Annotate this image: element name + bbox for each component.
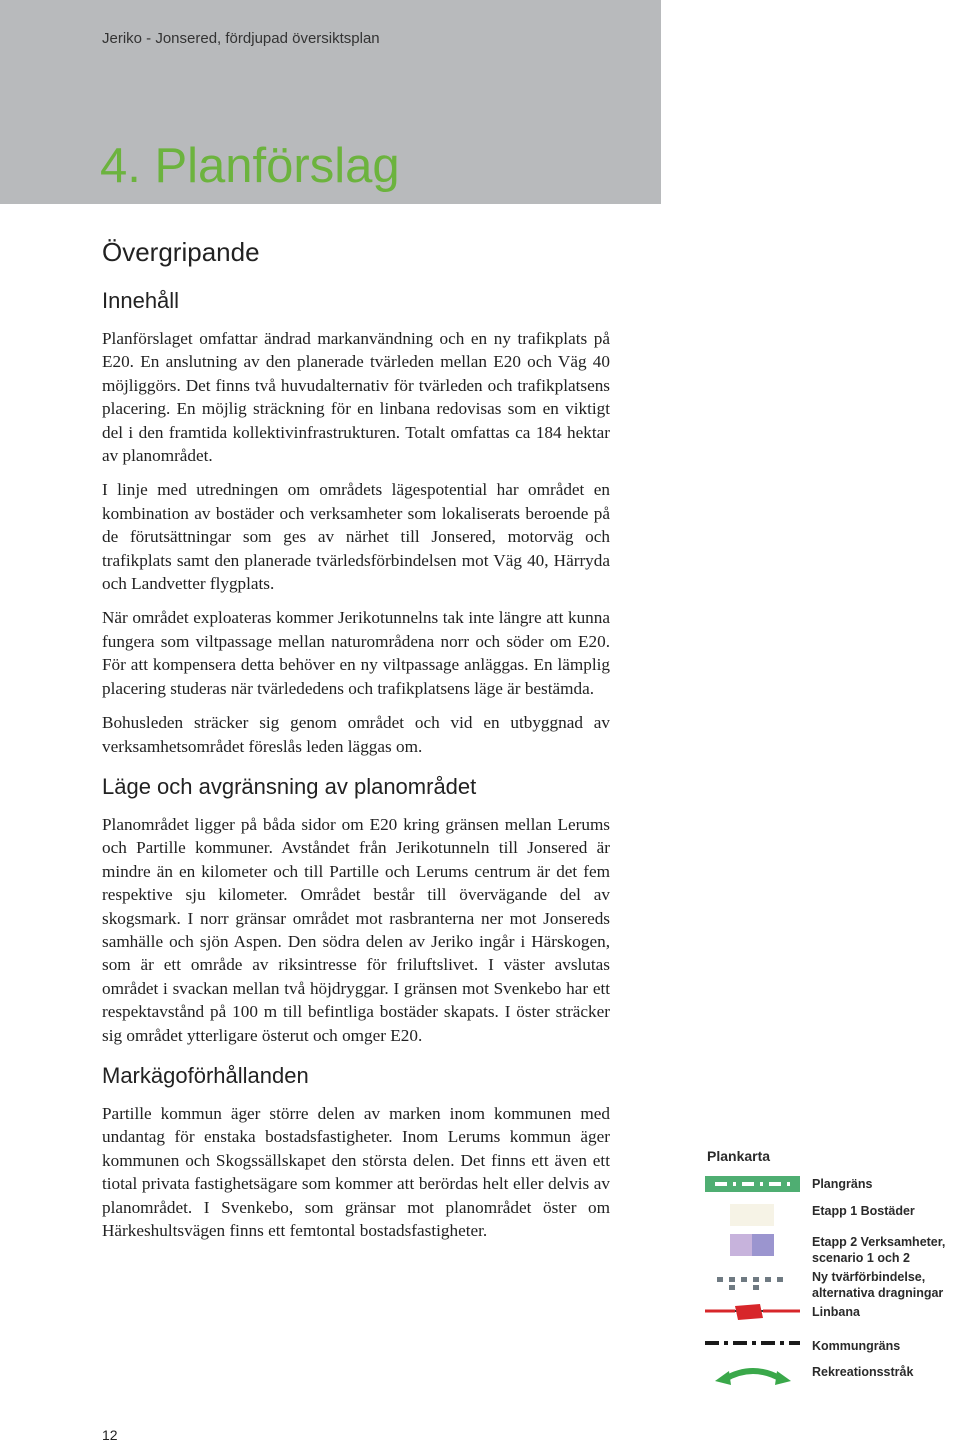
page-number: 12 <box>102 1427 118 1443</box>
paragraph: När området exploateras kommer Jerikotunnelns tak inte längre att kunna fungera som viltpassage mellan naturområdena norr och söder om E20. För att kompensera detta behöver en ny viltpassage anläggas. En lämplig placering studeras när tvärlededens och trafikplatsens läge är bestämda. <box>102 608 610 698</box>
legend-label: Kommungräns <box>812 1339 901 1353</box>
verksamheter-symbol <box>730 1234 774 1256</box>
legend-label: Etapp 2 Verksamheter, scenario 1 och 2 <box>812 1235 946 1265</box>
main-content <box>102 237 610 1253</box>
paragraph: Partille kommun äger större delen av marken inom kommunen med undantag för enstaka bostadsfastigheter. Inom Lerums kommun äger kommunen och Skogssällskapet den största delen. Det finns ett även ett tiotal privata fastighetsägare som kommer att berördas helt eller delvis av planområdet. I Svenkebo, som gränsar mot planområdet öster om Härkeshultsvägen finns ett femtontal bostadsfastigheter. <box>102 1103 610 1240</box>
legend-label: Etapp 1 Bostäder <box>812 1204 915 1218</box>
paragraph: Bohusleden sträcker sig genom området och vid en utbyggnad av verksamhetsområdet föreslås leden läggas om. <box>102 713 610 756</box>
legend-label: Ny tvärförbindelse, alternativa dragningar <box>812 1270 944 1300</box>
rekreation-arrow-icon <box>713 1359 793 1387</box>
running-title: Jeriko - Jonsered, fördjupad översiktsplan <box>102 30 380 47</box>
legend-label: Rekreationsstråk <box>812 1365 914 1379</box>
section-title: Övergripande <box>102 237 260 267</box>
linbana-symbol <box>705 1300 800 1324</box>
plangrans-symbol <box>705 1176 800 1192</box>
legend-title: Plankarta <box>707 1148 771 1164</box>
tvarforbindelse-symbol <box>717 1276 787 1290</box>
paragraph: Planförslaget omfattar ändrad markanvändning och en ny trafikplats på E20. En anslutning av den planerade tvärleden mellan E20 och Väg 40 möjliggörs. Det finns två huvudalternativ för tvärleden och trafikplatsens placering. En möjlig sträckning för en linbana redovisas som en viktigt del i den framtida kollektivinfrastrukturen. Totalt omfattas ca 184 hektar av planområdet. <box>102 329 610 466</box>
legend-label: Linbana <box>812 1305 860 1319</box>
header-band <box>0 0 661 204</box>
map-legend <box>697 1140 960 1395</box>
heading-innehall: Innehåll <box>102 288 180 313</box>
heading-lage: Läge och avgränsning av planområdet <box>102 773 477 799</box>
kommungrans-symbol <box>705 1338 800 1348</box>
heading-markagoforhallanden: Markägoförhållanden <box>102 1062 309 1088</box>
paragraph: I linje med utredningen om områdets lägespotential har området en kombination av bostäder och verksamheter som lokaliserats beroende på de förutsättningar som ges av närhet till Jonsered, motorväg och trafikplats samt den planerade tvärledsförbindelsen mot Väg 40, Härryda och Landvetter flygplats. <box>102 480 610 594</box>
chapter-title: 4. Planförslag <box>100 139 400 193</box>
legend-label: Plangräns <box>812 1177 873 1191</box>
bostader-symbol <box>730 1204 774 1226</box>
paragraph: Planområdet ligger på båda sidor om E20 kring gränsen mellan Lerums och Partille kommuner. Avståndet från Jerikotunneln till Jonsered är mindre än en kilometer och till Partille och Lerums centrum är det fem respektive sju kilometer. Området består till övervägande del av skogsmark. I norr gränsar området mot rasbranterna ner mot Jonsereds samhälle och sjön Aspen. Den södra delen av Jeriko ingår i Härskogen, som är ett område av riksintresse för friluftslivet. I väster avslutas området i svackan mellan två höjdryggar. I gränsen mot Svenkebo har ett respektavstånd på 100 m till befintliga bostäder skapats. I öster sträcker sig området ytterligare österut och omger E20. <box>102 814 610 1045</box>
